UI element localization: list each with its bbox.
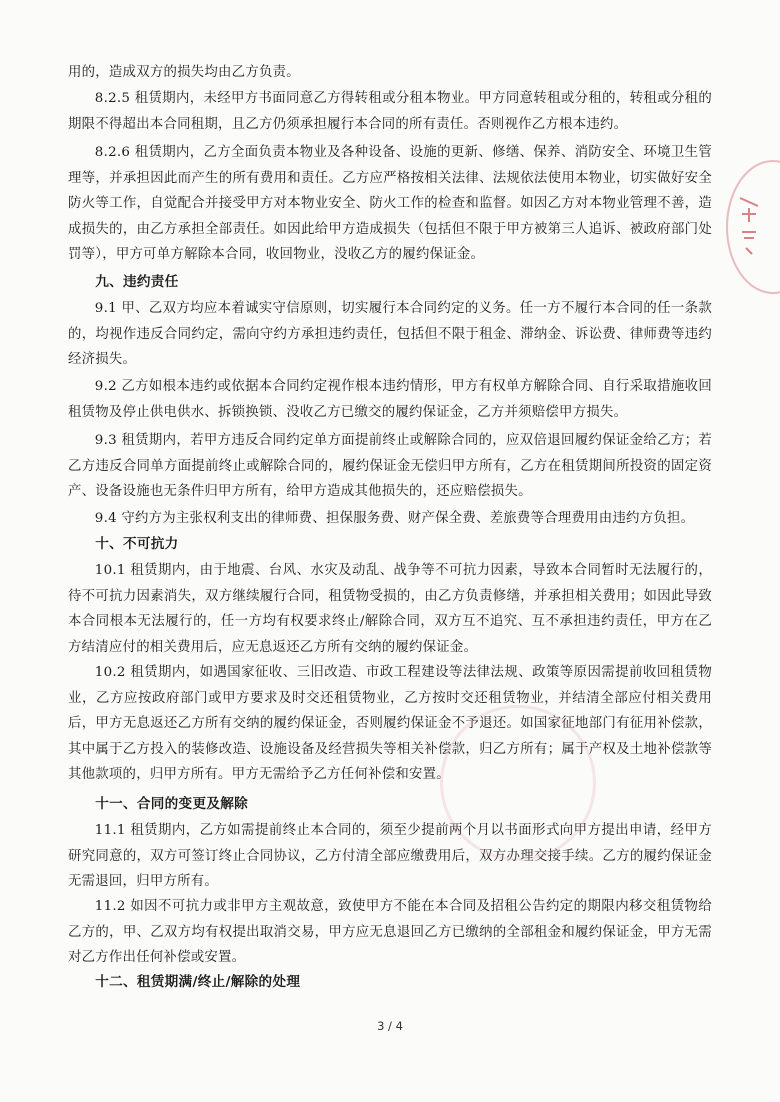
paragraph-8-2-6: 8.2.6 租赁期内，乙方全面负责本物业及各种设备、设施的更新、修缮、保养、消防安全、环境卫生管理等，并承担因此而产生的所有费用和责任。乙方应严格按相关法律、法规依法使用本物业，切实做好安全防火等工作，自觉配合并接受甲方对本物业安全、防火工作的检查和监督。如因乙方对本物业管理不善，造成损失的，由乙方承担全部责任。如因此给甲方造成损失（包括但不限于甲方被第三人追诉、被政府部门处罚等），甲方可单方解除本合同，收回物业，没收乙方的履约保证金。	[68, 145, 712, 262]
heading-10: 十、不可抗力	[95, 536, 179, 552]
paragraph-10-1: 10.1 租赁期内，由于地震、台风、水灾及动乱、战争等不可抗力因素，导致本合同暂时无法履行的，待不可抗力因素消失，双方继续履行合同，租赁物受损的，由乙方负责修缮，并承担相关费用；如因此导致本合同根本无法履行的，任一方均有权要求终止/解除合同，双方互不追究、互不承担违约责任，甲方在乙方结清应付的相关费用后，应无息返还乙方所有交纳的履约保证金。	[68, 563, 712, 655]
paragraph-continuation: 用的，造成双方的损失均由乙方负责。	[68, 65, 300, 80]
paragraph-8-2-5: 8.2.5 租赁期内，未经甲方书面同意乙方得转租或分租本物业。甲方同意转租或分租的，转租或分租的期限不得超出本合同租期，且乙方仍须承担履行本合同的所有责任。否则视作乙方根本违约。	[68, 91, 712, 132]
page-number: 3 / 4	[377, 1019, 403, 1033]
paragraph-9-3: 9.3 租赁期内，若甲方违反合同约定单方面提前终止或解除合同的，应双倍退回履约保证金给乙方；若乙方违反合同单方面提前终止或解除合同的，履约保证金无偿归甲方所有，乙方在租赁期间所投资的固定资产、设备设施也无条件归甲方所有，给甲方造成其他损失的，还应赔偿损失。	[68, 433, 712, 499]
clause-9-4	[68, 506, 712, 532]
clause-9-3	[68, 428, 712, 505]
paragraph-9-1: 9.1 甲、乙双方均应本着诚实守信原则，切实履行本合同约定的义务。任一方不履行本合同的任一条款的，均视作违反合同约定，需向守约方承担违约责任，包括但不限于租金、滞纳金、诉讼费、律师费等违约经济损失。	[68, 301, 712, 367]
paragraph-9-4: 9.4 守约方为主张权利支出的律师费、担保服务费、财产保全费、差旅费等合理费用由违约方负担。	[94, 511, 695, 526]
clause-8-2-6	[68, 140, 712, 268]
heading-11: 十一、合同的变更及解除	[95, 796, 249, 812]
paragraph-9-2: 9.2 乙方如根本违约或依据本合同约定视作根本违约情形，甲方有权单方解除合同、自行采取措施收回租赁物及停止供电供水、拆锁换锁、没收乙方已缴交的履约保证金，乙方并须赔偿甲方损失。	[68, 379, 712, 420]
paragraph-11-2: 11.2 如因不可抗力或非甲方主观故意，致使甲方不能在本合同及招租公告约定的期限内移交租赁物给乙方的，甲、乙双方均有权提出取消交易，甲方应无息退回乙方已缴纳的全部租金和履约保证金，甲方无需对乙方作出任何补偿或安置。	[68, 899, 712, 965]
heading-12: 十二、租赁期满/终止/解除的处理	[95, 974, 301, 990]
clause-11-1	[68, 818, 712, 895]
paragraph-10-2: 10.2 租赁期内，如遇国家征收、三旧改造、市政工程建设等法律法规、政策等原因需提前收回租赁物业，乙方应按政府部门或甲方要求及时交还租赁物业，乙方按时交还租赁物业，并结清全部应付相关费用后，甲方无息返还乙方所有交纳的履约保证金，否则履约保证金不予退还。如国家征地部门有征用补偿款，其中属于乙方投入的装修改造、设施设备及经营损失等相关补偿款，归乙方所有；属于产权及土地补偿款等其他款项的，归甲方所有。甲方无需给予乙方任何补偿和安置。	[68, 665, 712, 782]
section-8-continuation	[68, 60, 712, 86]
clause-9-1	[68, 296, 712, 373]
section-9-heading	[68, 270, 712, 295]
section-11-heading	[68, 792, 712, 817]
section-12-heading	[68, 970, 712, 995]
seal-fragment-graphic	[736, 192, 762, 262]
clause-11-2	[68, 894, 712, 971]
heading-9: 九、违约责任	[95, 274, 179, 290]
clause-10-1	[68, 558, 712, 660]
section-10-heading	[68, 532, 712, 557]
clause-8-2-5	[68, 86, 712, 137]
seal-fragment-icon	[736, 192, 762, 262]
clause-9-2	[68, 374, 712, 425]
clause-10-2	[68, 660, 712, 788]
seal-stamp-icon	[726, 160, 780, 294]
paragraph-11-1: 11.1 租赁期内，乙方如需提前终止本合同的，须至少提前两个月以书面形式向甲方提出申请，经甲方研究同意的，双方可签订终止合同协议，乙方付清全部应缴费用后，双方办理交接手续。乙方的履约保证金无需退回，归甲方所有。	[68, 823, 712, 889]
